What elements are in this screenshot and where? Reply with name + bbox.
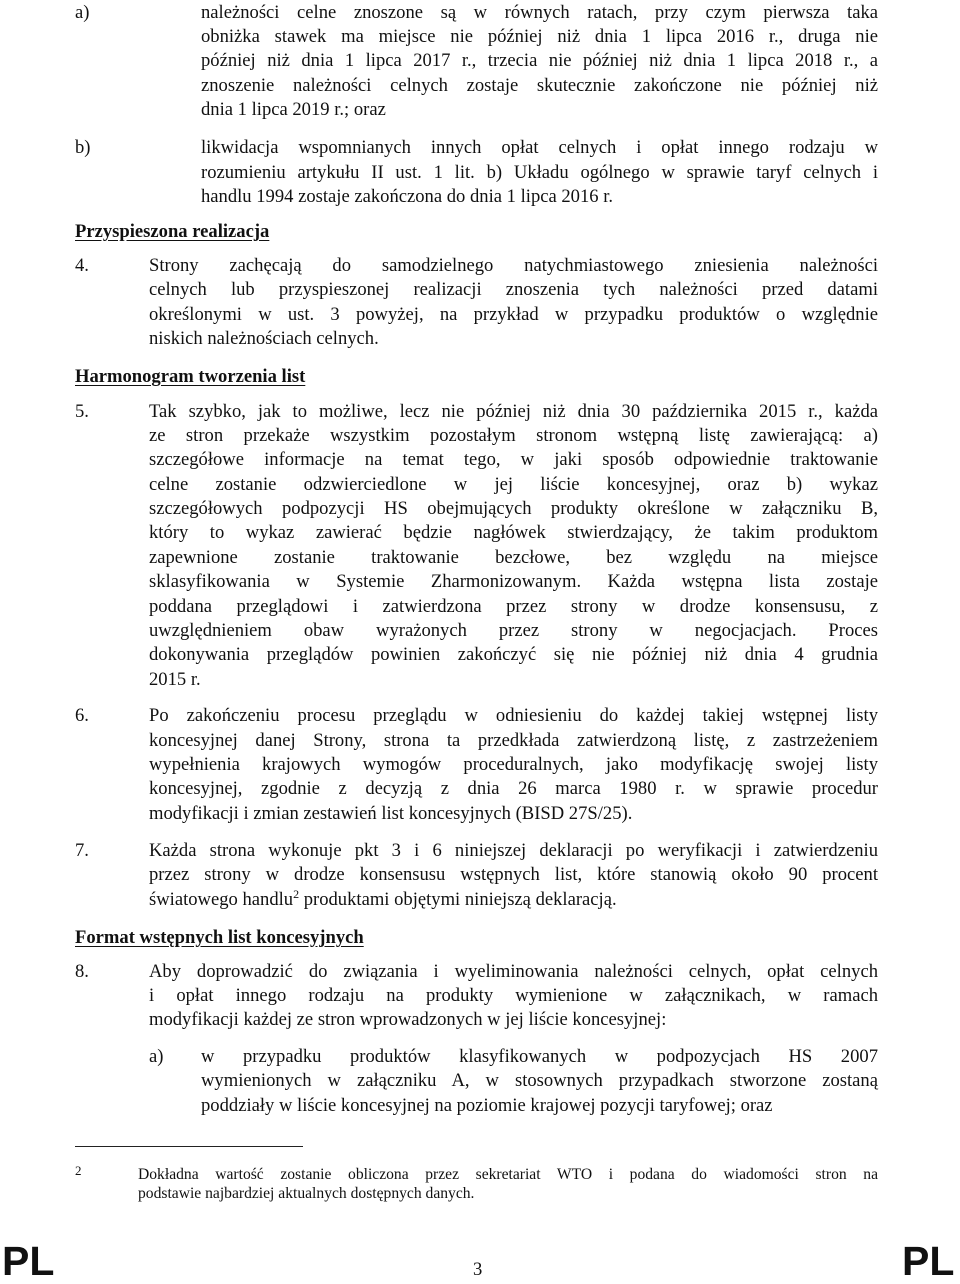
footnote-mark: 2 bbox=[75, 1163, 82, 1178]
language-code-left: PL bbox=[2, 1238, 55, 1284]
text-line: dokonywania przeglądów powinien zakończyć się nie później niż dnia 4 grudnia bbox=[149, 644, 878, 665]
page-number: 3 bbox=[473, 1259, 483, 1280]
section-heading-accelerated: Przyspieszona realizacja bbox=[75, 221, 270, 242]
text-line: szczegółowych podpozycji HS obejmujących produkty określone w załączniku B, bbox=[149, 498, 878, 519]
text-line: szczegółowe informacje na temat tego, w jaki sposób odpowiednie traktowanie bbox=[149, 449, 878, 470]
text-line: Każda strona wykonuje pkt 3 i 6 niniejszej deklaracji po weryfikacji i zatwierdzeniu bbox=[149, 840, 878, 861]
text-line: wypełnienia krajowych wymogów proceduralnych, jako modyfikację swojej listy bbox=[149, 754, 878, 775]
language-code-right: PL bbox=[902, 1238, 955, 1284]
section-heading-format: Format wstępnych list koncesyjnych bbox=[75, 927, 364, 948]
text-fragment: światowego handlu bbox=[149, 889, 294, 910]
text-line: wymienionych w załączniku A, w stosownych przypadkach stworzone zostaną bbox=[201, 1070, 878, 1091]
text-line: rozumieniu artykułu II ust. 1 lit. b) Układu ogólnego w sprawie taryf celnych i bbox=[201, 162, 878, 183]
text-line: przez strony w drodze konsensusu wstępnych list, które stanowią około 90 procent bbox=[149, 864, 878, 885]
text-line bbox=[149, 886, 617, 910]
text-line: celnych lub przyspieszonej realizacji znoszenia tych należności przed datami bbox=[149, 279, 878, 300]
text-line: koncesyjnej, zgodnie z decyzją z dnia 26 marca 1980 r. w sprawie procedur bbox=[149, 778, 878, 799]
text-line: Strony zachęcają do samodzielnego natychmiastowego zniesienia należności bbox=[149, 255, 878, 276]
text-fragment: produktami objętymi niniejszą deklaracją. bbox=[299, 889, 617, 910]
text-line: dnia 1 lipca 2019 r.; oraz bbox=[201, 99, 386, 120]
text-line: koncesyjnej danej Strony, strona ta przedkłada zatwierdzoną listę, z zastrzeżeniem bbox=[149, 730, 878, 751]
text-line: znoszenie należności celnych zostaje skutecznie zakończone nie później niż bbox=[201, 75, 878, 96]
text-line: poddziały w liście koncesyjnej na poziomie krajowej pozycji taryfowej; oraz bbox=[201, 1095, 773, 1116]
list-label-b: b) bbox=[75, 137, 91, 158]
text-line: ze stron przekaże wszystkim pozostałym stronom wstępną listę zawierającą: a) bbox=[149, 425, 878, 446]
text-line: należności celne znoszone są w równych ratach, przy czym pierwsza taka bbox=[201, 2, 878, 23]
text-line: podstawie najbardziej aktualnych dostępnych danych. bbox=[138, 1185, 475, 1202]
text-line: Po zakończeniu procesu przeglądu w odniesieniu do każdej takiej wstępnej listy bbox=[149, 705, 878, 726]
text-line: modyfikacji i zmian zestawień list koncesyjnych (BISD 27S/25). bbox=[149, 803, 633, 824]
list-label-a: a) bbox=[149, 1046, 164, 1067]
paragraph-number: 4. bbox=[75, 255, 89, 276]
list-label-a: a) bbox=[75, 2, 90, 23]
text-line: określonymi w ust. 3 powyżej, na przykład w przypadku produktów o względnie bbox=[149, 304, 878, 325]
text-line: 2015 r. bbox=[149, 669, 201, 690]
paragraph-number: 8. bbox=[75, 961, 89, 982]
paragraph-number: 5. bbox=[75, 401, 89, 422]
text-line: sklasyfikowania w Systemie Zharmonizowanym. Każda wstępna lista zostaje bbox=[149, 571, 878, 592]
text-line: Tak szybko, jak to możliwe, lecz nie później niż dnia 30 października 2015 r., każda bbox=[149, 401, 878, 422]
text-line: handlu 1994 zostaje zakończona do dnia 1 lipca 2016 r. bbox=[201, 186, 614, 207]
text-line: Dokładna wartość zostanie obliczona przez sekretariat WTO i podana do wiadomości stron na bbox=[138, 1166, 878, 1183]
text-line: zapewnione zostanie traktowanie bezcłowe, bez względu na miejsce bbox=[149, 547, 878, 568]
text-line: w przypadku produktów klasyfikowanych w podpozycjach HS 2007 bbox=[201, 1046, 878, 1067]
paragraph-number: 6. bbox=[75, 705, 89, 726]
footnote-separator bbox=[75, 1146, 303, 1147]
text-line: który to wykaz zawierać będzie nagłówek stwierdzający, że takim produktom bbox=[149, 522, 878, 543]
text-line: poddana przeglądowi i zatwierdzona przez strony w drodze konsensusu, z bbox=[149, 596, 878, 617]
text-line: Aby doprowadzić do związania i wyeliminowania należności celnych, opłat celnych bbox=[149, 961, 878, 982]
text-line: uwzględnieniem obaw wyrażonych przez strony w negocjacjach. Proces bbox=[149, 620, 878, 641]
section-heading-schedule: Harmonogram tworzenia list bbox=[75, 366, 306, 387]
text-line: niskich należnościach celnych. bbox=[149, 328, 379, 349]
paragraph-number: 7. bbox=[75, 840, 89, 861]
text-line: likwidacja wspomnianych innych opłat celnych i opłat innego rodzaju w bbox=[201, 137, 878, 158]
text-line: celne zostanie odzwierciedlone w jej liście koncesyjnej, oraz b) wykaz bbox=[149, 474, 878, 495]
text-line: modyfikacji każdej ze stron wprowadzonych w jej liście koncesyjnej: bbox=[149, 1009, 667, 1030]
text-line: później niż dnia 1 lipca 2017 r., trzecia nie później niż dnia 1 lipca 2018 r., a bbox=[201, 50, 878, 71]
text-line: obniżka stawek ma miejsce nie później niż dnia 1 lipca 2016 r., druga nie bbox=[201, 26, 878, 47]
text-line: i opłat innego rodzaju na produkty wymienione w załącznikach, w ramach bbox=[149, 985, 878, 1006]
footnote-reference[interactable]: 2 bbox=[293, 886, 300, 901]
